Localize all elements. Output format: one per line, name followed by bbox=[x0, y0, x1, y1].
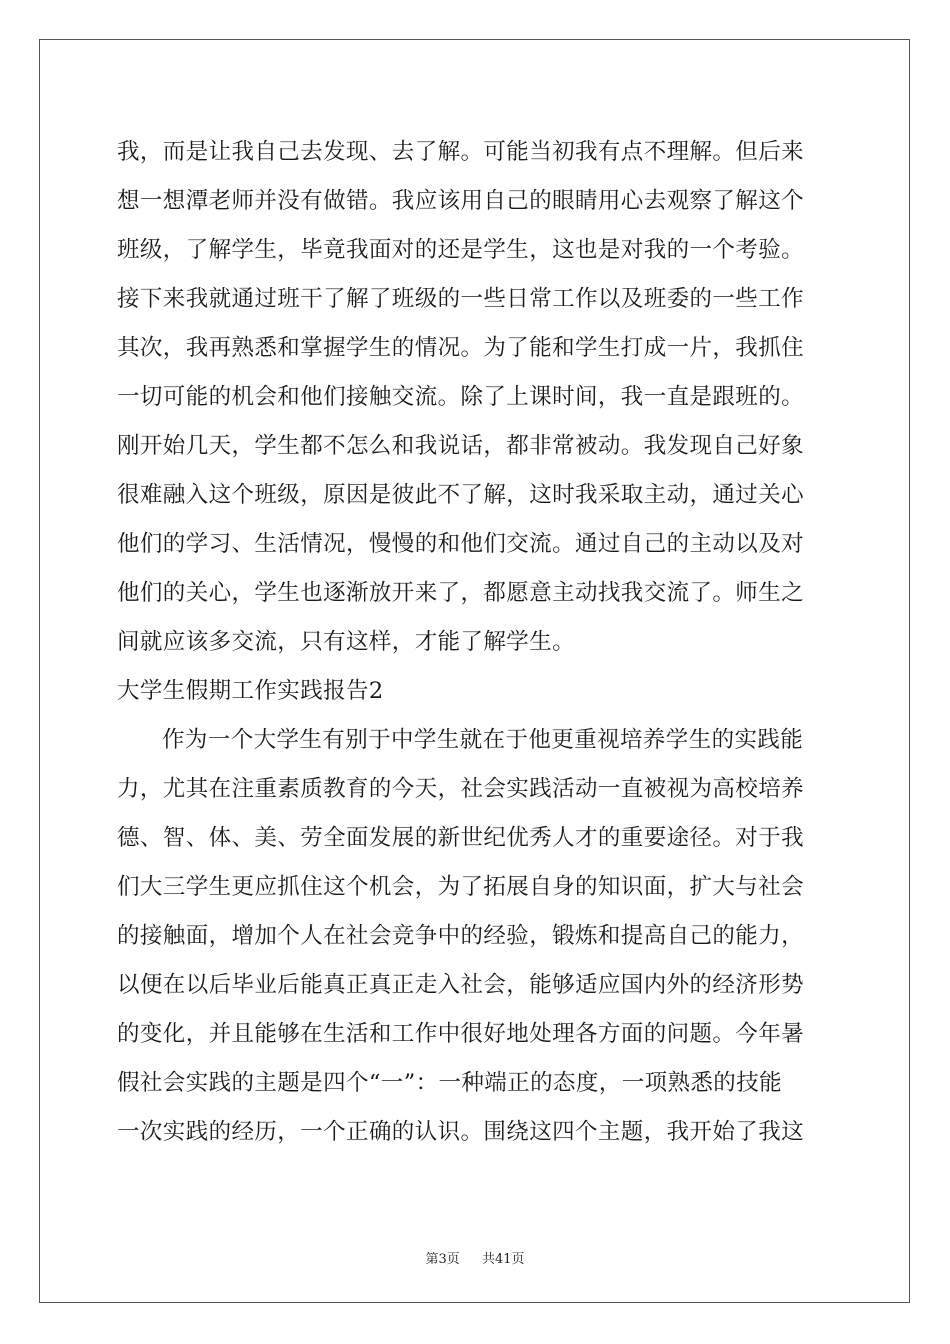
body-line: 刚开始几天，学生都不怎么和我说话，都非常被动。我发现自己好象 bbox=[117, 433, 805, 459]
body-line: 其次，我再熟悉和掌握学生的情况。为了能和学生打成一片，我抓住 bbox=[117, 335, 805, 361]
section-line: 假社会实践的主题是四个“一”：一种端正的态度，一项熟悉的技能 bbox=[117, 1070, 783, 1096]
section-line: 一次实践的经历，一个正确的认识。围绕这四个主题，我开始了我这 bbox=[117, 1119, 805, 1145]
section-line: 作为一个大学生有别于中学生就在于他更重视培养学生的实践能 bbox=[162, 727, 804, 753]
body-line: 很难融入这个班级，原因是彼此不了解，这时我采取主动，通过关心 bbox=[117, 482, 805, 508]
section-line: 以便在以后毕业后能真正真正走入社会，能够适应国内外的经济形势 bbox=[117, 972, 805, 998]
section-line: 的接触面，增加个人在社会竞争中的经验，锻炼和提高自己的能力， bbox=[117, 923, 805, 949]
body-line: 他们的关心，学生也逐渐放开来了，都愿意主动找我交流了。师生之 bbox=[117, 580, 805, 606]
page-total: 共41页 bbox=[482, 1252, 525, 1267]
document-body bbox=[117, 128, 833, 1157]
body-line: 间就应该多交流，只有这样，才能了解学生。 bbox=[117, 629, 576, 655]
section-title: 大学生假期工作实践报告2 bbox=[117, 678, 384, 704]
section-line: 的变化，并且能够在生活和工作中很好地处理各方面的问题。今年暑 bbox=[117, 1021, 805, 1047]
body-line: 一切可能的机会和他们接触交流。除了上课时间，我一直是跟班的。 bbox=[117, 384, 805, 410]
body-line: 接下来我就通过班干了解了班级的一些日常工作以及班委的一些工作 bbox=[117, 286, 805, 312]
page-number: 第3页 bbox=[425, 1252, 460, 1267]
body-line: 他们的学习、生活情况，慢慢的和他们交流。通过自己的主动以及对 bbox=[117, 531, 805, 557]
body-line: 班级，了解学生，毕竟我面对的还是学生，这也是对我的一个考验。 bbox=[117, 237, 805, 263]
body-line: 我，而是让我自己去发现、去了解。可能当初我有点不理解。但后来 bbox=[117, 139, 805, 165]
section-line: 力，尤其在注重素质教育的今天，社会实践活动一直被视为高校培养 bbox=[117, 776, 805, 802]
section-line: 们大三学生更应抓住这个机会，为了拓展自身的知识面，扩大与社会 bbox=[117, 874, 805, 900]
body-line: 想一想潭老师并没有做错。我应该用自己的眼睛用心去观察了解这个 bbox=[117, 188, 805, 214]
page-footer bbox=[0, 1248, 950, 1267]
section-line: 德、智、体、美、劳全面发展的新世纪优秀人才的重要途径。对于我 bbox=[117, 825, 805, 851]
